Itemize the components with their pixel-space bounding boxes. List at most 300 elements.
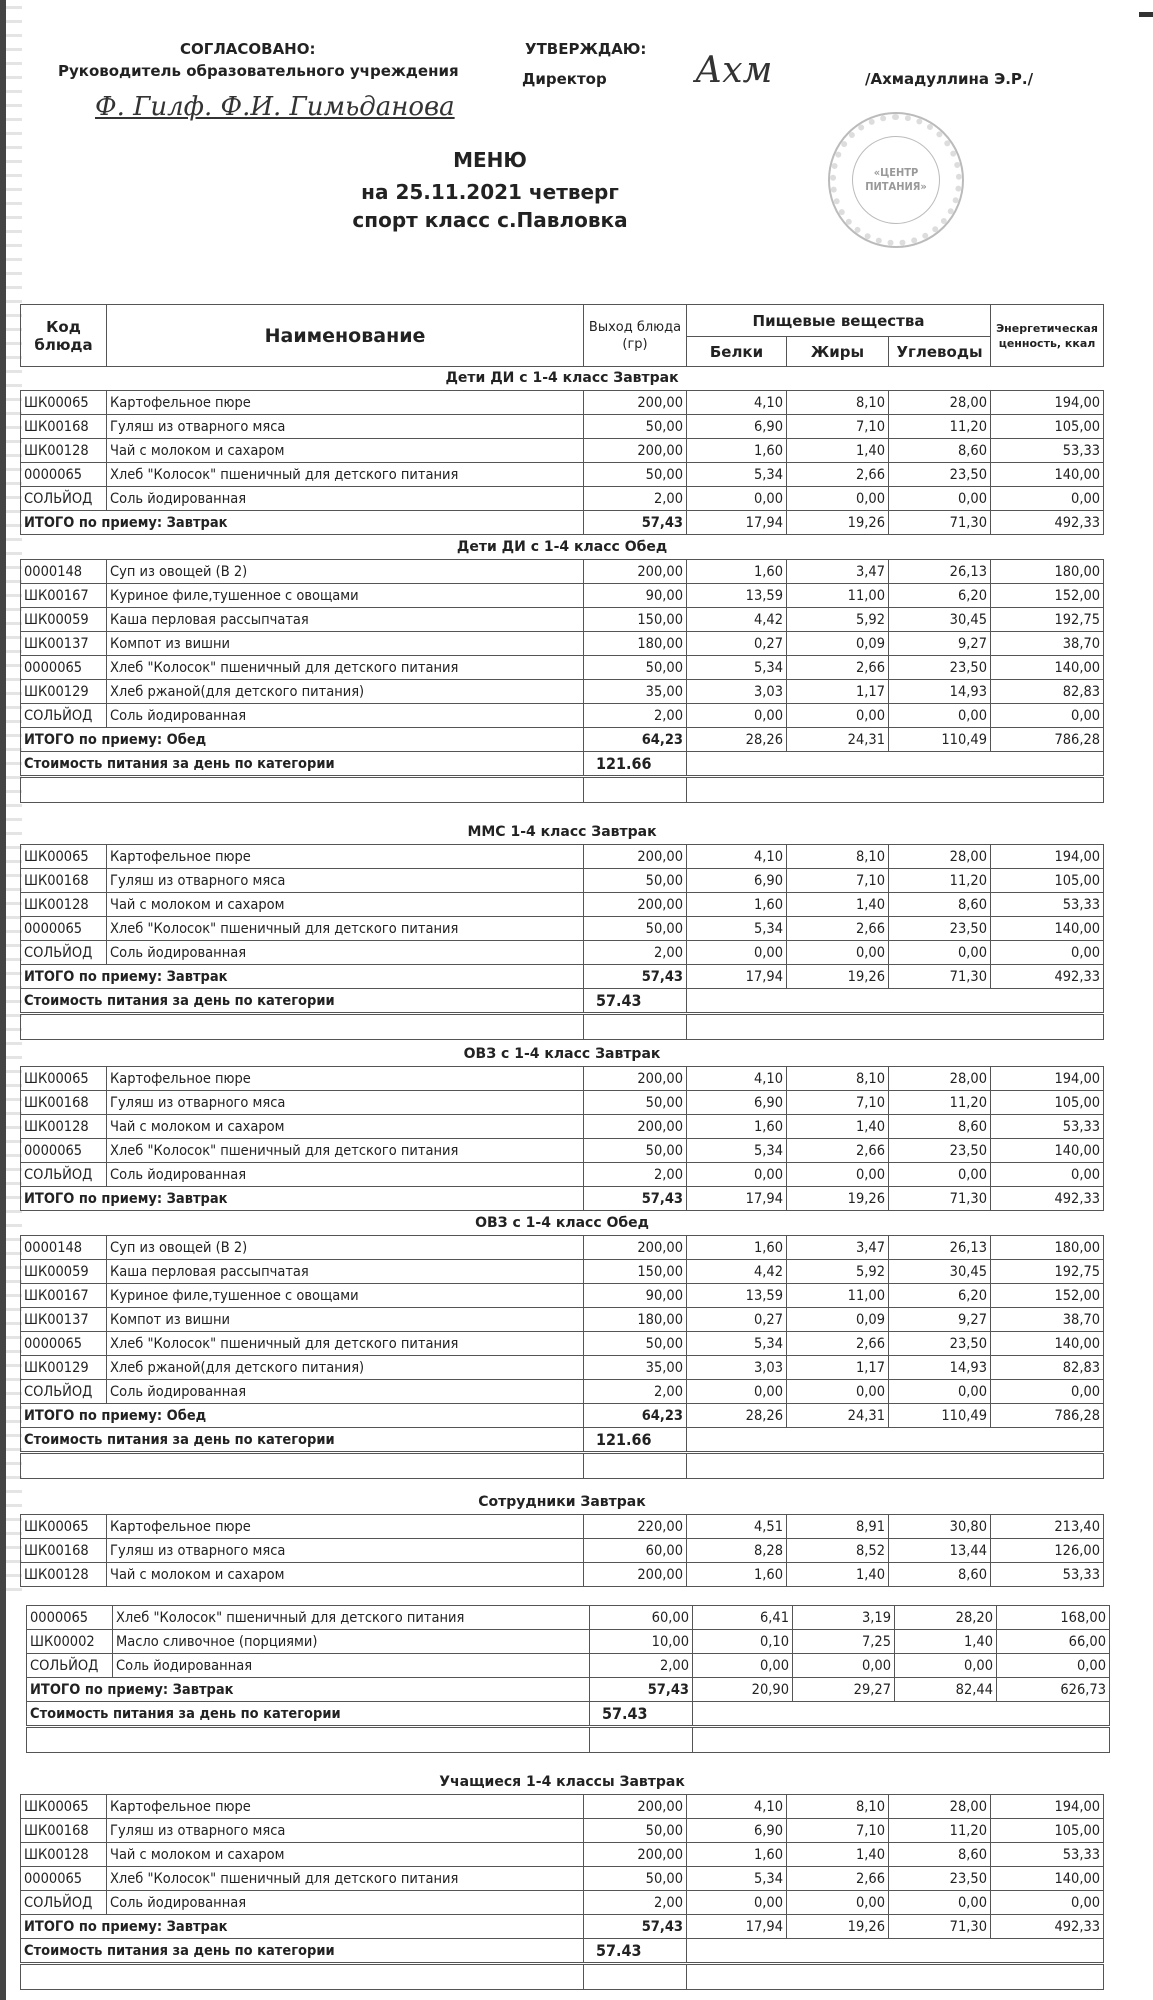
table-row [21, 1819, 1104, 1843]
table-row [21, 1332, 1104, 1356]
col-protein: Белки [687, 337, 787, 367]
dish-name: Картофельное пюре [107, 1795, 584, 1819]
table-row [21, 1380, 1104, 1404]
dish-code: СОЛЬЙОД [27, 1654, 113, 1678]
dish-protein: 1,60 [687, 1843, 787, 1867]
dish-name: Хлеб "Колосок" пшеничный для детского питания [107, 1867, 584, 1891]
approve-name: /Ахмадуллина Э.Р./ [865, 70, 1034, 88]
dish-output: 200,00 [584, 1843, 687, 1867]
daily-cost-row [27, 1702, 1110, 1727]
total-output: 57,43 [584, 511, 687, 535]
table-row [21, 1163, 1104, 1187]
dish-protein: 1,60 [687, 1236, 787, 1260]
table-row [27, 1606, 1110, 1630]
dish-energy: 192,75 [991, 1260, 1104, 1284]
dish-output: 200,00 [584, 893, 687, 917]
dish-code: СОЛЬЙОД [21, 1380, 107, 1404]
dish-carbs: 11,20 [889, 1091, 991, 1115]
col-nutrients: Пищевые вещества [687, 305, 991, 337]
dish-fat: 1,40 [787, 1563, 889, 1587]
total-row [21, 728, 1104, 752]
dish-protein: 1,60 [687, 439, 787, 463]
dish-output: 50,00 [584, 1867, 687, 1891]
page-title: МЕНЮ [453, 148, 527, 172]
dish-protein: 3,03 [687, 680, 787, 704]
section-title: Дети ДИ с 1-4 класс Обед [456, 539, 668, 555]
dish-output: 200,00 [584, 1795, 687, 1819]
dish-energy: 53,33 [991, 893, 1104, 917]
total-carbs: 492,33 [991, 511, 1104, 535]
dish-name: Гуляш из отварного мяса [107, 415, 584, 439]
dish-output: 50,00 [584, 917, 687, 941]
table-row [21, 1139, 1104, 1163]
dish-energy: 140,00 [991, 1332, 1104, 1356]
dish-name: Гуляш из отварного мяса [107, 1819, 584, 1843]
dish-fat: 7,10 [787, 1091, 889, 1115]
dish-output: 50,00 [584, 1139, 687, 1163]
dish-protein: 13,59 [687, 584, 787, 608]
total-protein: 19,26 [787, 1915, 889, 1939]
dish-protein: 5,34 [687, 1867, 787, 1891]
daily-cost-label: Стоимость питания за день по категории [21, 989, 584, 1014]
dish-fat: 1,40 [787, 893, 889, 917]
section-title: Учащиеся 1-4 классы Завтрак [439, 1774, 685, 1790]
section-title-row [21, 1490, 1104, 1515]
dish-protein: 0,27 [687, 632, 787, 656]
blank-row [21, 777, 1104, 803]
empty-cell [21, 1453, 584, 1479]
dish-code: ШК00059 [21, 608, 107, 632]
blank-row [21, 1014, 1104, 1040]
total-energy: 17,94 [687, 965, 787, 989]
empty-cell [27, 1727, 590, 1753]
empty-cell [21, 1964, 584, 1990]
dish-name: Каша перловая рассыпчатая [107, 608, 584, 632]
table-row [21, 1843, 1104, 1867]
dish-name: Хлеб "Колосок" пшеничный для детского питания [107, 463, 584, 487]
dish-protein: 6,90 [687, 1091, 787, 1115]
table-row [21, 415, 1104, 439]
total-protein: 19,26 [787, 511, 889, 535]
dish-protein: 0,00 [687, 941, 787, 965]
total-protein: 29,27 [793, 1678, 895, 1702]
dish-name: Соль йодированная [107, 487, 584, 511]
dish-code: ШК00065 [21, 1795, 107, 1819]
dish-code: 0000148 [21, 1236, 107, 1260]
dish-fat: 7,10 [787, 869, 889, 893]
table-row [21, 1067, 1104, 1091]
empty-cell [584, 1453, 687, 1479]
empty-cell [584, 777, 687, 803]
dish-energy: 105,00 [991, 1819, 1104, 1843]
dish-output: 200,00 [584, 391, 687, 415]
total-output: 64,23 [584, 1404, 687, 1428]
dish-carbs: 23,50 [889, 463, 991, 487]
daily-cost-value: 121.66 [584, 752, 687, 777]
agreed-signature: Ф. Гилф. Ф.И. Гимьданова [95, 92, 455, 122]
dish-name: Соль йодированная [107, 1163, 584, 1187]
table-row [21, 1867, 1104, 1891]
daily-cost-value: 121.66 [584, 1428, 687, 1453]
dish-output: 60,00 [584, 1539, 687, 1563]
dish-protein: 4,42 [687, 608, 787, 632]
dish-code: ШК00059 [21, 1260, 107, 1284]
dish-energy: 192,75 [991, 608, 1104, 632]
dish-protein: 5,34 [687, 917, 787, 941]
dish-output: 10,00 [590, 1630, 693, 1654]
total-fat: 82,44 [895, 1678, 997, 1702]
dish-output: 35,00 [584, 1356, 687, 1380]
table-row [21, 1236, 1104, 1260]
table-row [21, 608, 1104, 632]
dish-protein: 4,51 [687, 1515, 787, 1539]
section-title-row [21, 366, 1104, 391]
menu-table [20, 1490, 1104, 1587]
dish-fat: 11,00 [787, 1284, 889, 1308]
total-energy: 17,94 [687, 1187, 787, 1211]
table-row [21, 845, 1104, 869]
dish-carbs: 13,44 [889, 1539, 991, 1563]
dish-output: 200,00 [584, 1115, 687, 1139]
dish-output: 220,00 [584, 1515, 687, 1539]
dish-protein: 0,00 [687, 1380, 787, 1404]
total-row [21, 965, 1104, 989]
total-label: ИТОГО по приему: Обед [21, 1404, 584, 1428]
empty-cell [693, 1727, 1110, 1753]
dish-output: 50,00 [584, 869, 687, 893]
total-energy: 17,94 [687, 511, 787, 535]
daily-cost-row [21, 1939, 1104, 1964]
dish-code: ШК00137 [21, 1308, 107, 1332]
dish-name: Масло сливочное (порциями) [113, 1630, 590, 1654]
dish-carbs: 14,93 [889, 1356, 991, 1380]
dish-output: 50,00 [584, 463, 687, 487]
dish-output: 50,00 [584, 415, 687, 439]
empty-cell [584, 1964, 687, 1990]
scan-mark [1139, 12, 1153, 17]
dish-code: СОЛЬЙОД [21, 941, 107, 965]
menu-table [20, 820, 1104, 1040]
blank-row [21, 1964, 1104, 1990]
dish-energy: 194,00 [991, 1067, 1104, 1091]
total-output: 64,23 [584, 728, 687, 752]
dish-name: Чай с молоком и сахаром [107, 1563, 584, 1587]
dish-fat: 0,00 [787, 1163, 889, 1187]
empty-cell [21, 1014, 584, 1040]
dish-carbs: 0,00 [889, 487, 991, 511]
dish-fat: 1,40 [787, 1843, 889, 1867]
dish-carbs: 23,50 [889, 917, 991, 941]
dish-carbs: 26,13 [889, 1236, 991, 1260]
total-carbs: 626,73 [997, 1678, 1110, 1702]
table-row [21, 1115, 1104, 1139]
table-row [21, 1891, 1104, 1915]
table-row [21, 680, 1104, 704]
total-carbs: 492,33 [991, 1915, 1104, 1939]
total-label: ИТОГО по приему: Завтрак [21, 511, 584, 535]
dish-output: 200,00 [584, 560, 687, 584]
dish-energy: 140,00 [991, 463, 1104, 487]
dish-name: Гуляш из отварного мяса [107, 869, 584, 893]
table-row [21, 463, 1104, 487]
dish-protein: 5,34 [687, 656, 787, 680]
table-row [21, 1563, 1104, 1587]
col-carbs: Углеводы [889, 337, 991, 367]
dish-fat: 5,92 [787, 608, 889, 632]
dish-energy: 53,33 [991, 1563, 1104, 1587]
dish-code: ШК00128 [21, 1843, 107, 1867]
table-row [21, 439, 1104, 463]
dish-fat: 2,66 [787, 1867, 889, 1891]
daily-cost-value: 57.43 [590, 1702, 693, 1727]
dish-protein: 0,00 [687, 1891, 787, 1915]
table-row [21, 1260, 1104, 1284]
dish-protein: 6,90 [687, 869, 787, 893]
approve-role: Директор [522, 70, 607, 88]
table-row [21, 1091, 1104, 1115]
dish-energy: 0,00 [991, 487, 1104, 511]
dish-fat: 8,10 [787, 391, 889, 415]
dish-name: Картофельное пюре [107, 1515, 584, 1539]
dish-energy: 140,00 [991, 1867, 1104, 1891]
dish-name: Картофельное пюре [107, 391, 584, 415]
section-title: Дети ДИ с 1-4 класс Завтрак [445, 370, 679, 386]
empty-cell [687, 1453, 1104, 1479]
dish-carbs: 23,50 [889, 1139, 991, 1163]
section-title: Сотрудники Завтрак [478, 1494, 646, 1510]
dish-fat: 0,00 [787, 1380, 889, 1404]
total-row [27, 1678, 1110, 1702]
dish-fat: 8,10 [787, 1795, 889, 1819]
empty-cell [693, 1702, 1110, 1727]
dish-fat: 2,66 [787, 1139, 889, 1163]
total-energy: 28,26 [687, 728, 787, 752]
table-row [21, 1795, 1104, 1819]
dish-code: ШК00065 [21, 1067, 107, 1091]
dish-fat: 1,40 [787, 1115, 889, 1139]
dish-fat: 2,66 [787, 463, 889, 487]
dish-carbs: 0,00 [895, 1654, 997, 1678]
dish-energy: 0,00 [991, 1163, 1104, 1187]
empty-cell [590, 1727, 693, 1753]
table-row [21, 941, 1104, 965]
menu-table [20, 1770, 1104, 1990]
dish-name: Суп из овощей (В 2) [107, 1236, 584, 1260]
dish-energy: 0,00 [991, 704, 1104, 728]
dish-energy: 105,00 [991, 1091, 1104, 1115]
dish-name: Картофельное пюре [107, 1067, 584, 1091]
dish-name: Чай с молоком и сахаром [107, 1115, 584, 1139]
dish-code: 0000065 [21, 463, 107, 487]
table-row [21, 869, 1104, 893]
menu-location: спорт класс с.Павловка [352, 208, 628, 232]
dish-protein: 13,59 [687, 1284, 787, 1308]
dish-code: СОЛЬЙОД [21, 487, 107, 511]
empty-cell [687, 1939, 1104, 1964]
dish-output: 150,00 [584, 1260, 687, 1284]
total-label: ИТОГО по приему: Завтрак [21, 965, 584, 989]
dish-code: ШК00065 [21, 391, 107, 415]
table-row [21, 1356, 1104, 1380]
dish-carbs: 30,45 [889, 608, 991, 632]
table-row [21, 656, 1104, 680]
dish-energy: 180,00 [991, 1236, 1104, 1260]
total-carbs: 786,28 [991, 728, 1104, 752]
dish-code: ШК00065 [21, 845, 107, 869]
dish-name: Суп из овощей (В 2) [107, 560, 584, 584]
agreed-label: СОГЛАСОВАНО: [180, 40, 316, 58]
menu-table [20, 1042, 1104, 1479]
daily-cost-label: Стоимость питания за день по категории [21, 1939, 584, 1964]
dish-protein: 6,90 [687, 1819, 787, 1843]
dish-code: СОЛЬЙОД [21, 1163, 107, 1187]
dish-code: 0000065 [21, 1867, 107, 1891]
agreed-role: Руководитель образовательного учреждения [58, 62, 459, 80]
dish-code: 0000065 [21, 1332, 107, 1356]
dish-carbs: 28,20 [895, 1606, 997, 1630]
empty-cell [687, 1014, 1104, 1040]
dish-protein: 0,00 [687, 704, 787, 728]
dish-name: Гуляш из отварного мяса [107, 1091, 584, 1115]
dish-code: ШК00137 [21, 632, 107, 656]
empty-cell [687, 777, 1104, 803]
dish-carbs: 9,27 [889, 632, 991, 656]
dish-carbs: 6,20 [889, 1284, 991, 1308]
dish-protein: 4,10 [687, 1067, 787, 1091]
dish-protein: 4,10 [687, 1795, 787, 1819]
table-row [21, 1515, 1104, 1539]
daily-cost-value: 57.43 [584, 989, 687, 1014]
dish-carbs: 8,60 [889, 893, 991, 917]
dish-code: ШК00128 [21, 439, 107, 463]
approve-label: УТВЕРЖДАЮ: [525, 40, 647, 58]
dish-code: ШК00129 [21, 1356, 107, 1380]
dish-energy: 105,00 [991, 415, 1104, 439]
dish-output: 200,00 [584, 439, 687, 463]
dish-code: СОЛЬЙОД [21, 1891, 107, 1915]
dish-energy: 126,00 [991, 1539, 1104, 1563]
dish-energy: 82,83 [991, 680, 1104, 704]
dish-fat: 0,09 [787, 1308, 889, 1332]
dish-carbs: 11,20 [889, 1819, 991, 1843]
dish-name: Соль йодированная [107, 941, 584, 965]
section-title-row [21, 535, 1104, 560]
dish-energy: 194,00 [991, 391, 1104, 415]
table-row [27, 1654, 1110, 1678]
dish-carbs: 0,00 [889, 1891, 991, 1915]
dish-energy: 194,00 [991, 845, 1104, 869]
dish-code: 0000065 [21, 656, 107, 680]
total-protein: 24,31 [787, 728, 889, 752]
dish-fat: 0,00 [793, 1654, 895, 1678]
dish-output: 2,00 [584, 1380, 687, 1404]
total-energy: 17,94 [687, 1915, 787, 1939]
total-row [21, 1404, 1104, 1428]
total-output: 57,43 [584, 1187, 687, 1211]
dish-output: 180,00 [584, 632, 687, 656]
dish-output: 2,00 [584, 941, 687, 965]
dish-protein: 1,60 [687, 560, 787, 584]
section-title-row [21, 1770, 1104, 1795]
section-title-row [21, 1042, 1104, 1067]
dish-protein: 4,10 [687, 391, 787, 415]
dish-carbs: 0,00 [889, 1163, 991, 1187]
dish-output: 2,00 [584, 704, 687, 728]
dish-fat: 8,10 [787, 1067, 889, 1091]
dish-output: 60,00 [590, 1606, 693, 1630]
dish-code: 0000065 [21, 1139, 107, 1163]
dish-name: Чай с молоком и сахаром [107, 439, 584, 463]
dish-fat: 11,00 [787, 584, 889, 608]
total-label: ИТОГО по приему: Обед [21, 728, 584, 752]
daily-cost-value: 57.43 [584, 1939, 687, 1964]
dish-energy: 140,00 [991, 917, 1104, 941]
dish-carbs: 23,50 [889, 1867, 991, 1891]
dish-fat: 1,17 [787, 680, 889, 704]
dish-fat: 0,09 [787, 632, 889, 656]
table-row [21, 391, 1104, 415]
dish-carbs: 30,45 [889, 1260, 991, 1284]
table-row [21, 1284, 1104, 1308]
dish-code: ШК00128 [21, 893, 107, 917]
dish-name: Гуляш из отварного мяса [107, 1539, 584, 1563]
dish-energy: 0,00 [997, 1654, 1110, 1678]
dish-carbs: 8,60 [889, 1563, 991, 1587]
dish-carbs: 23,50 [889, 1332, 991, 1356]
total-fat: 110,49 [889, 1404, 991, 1428]
dish-fat: 0,00 [787, 1891, 889, 1915]
stamp-line1: «ЦЕНТР [873, 166, 919, 179]
daily-cost-label: Стоимость питания за день по категории [21, 1428, 584, 1453]
daily-cost-label: Стоимость питания за день по категории [27, 1702, 590, 1727]
dish-energy: 168,00 [997, 1606, 1110, 1630]
menu-table [20, 366, 1104, 803]
empty-cell [687, 1964, 1104, 1990]
dish-energy: 38,70 [991, 1308, 1104, 1332]
dish-fat: 3,47 [787, 560, 889, 584]
dish-code: ШК00168 [21, 1539, 107, 1563]
dish-carbs: 28,00 [889, 1067, 991, 1091]
dish-energy: 105,00 [991, 869, 1104, 893]
dish-output: 50,00 [584, 1091, 687, 1115]
column-header [20, 304, 1104, 367]
table-row [21, 560, 1104, 584]
dish-output: 90,00 [584, 584, 687, 608]
section-title: ММС 1-4 класс Завтрак [467, 824, 657, 840]
total-carbs: 492,33 [991, 965, 1104, 989]
dish-name: Чай с молоком и сахаром [107, 1843, 584, 1867]
stamp-line2: ПИТАНИЯ» [865, 180, 927, 193]
dish-carbs: 23,50 [889, 656, 991, 680]
dish-carbs: 6,20 [889, 584, 991, 608]
dish-protein: 1,60 [687, 1115, 787, 1139]
dish-name: Соль йодированная [107, 1891, 584, 1915]
dish-output: 2,00 [584, 1891, 687, 1915]
total-output: 57,43 [590, 1678, 693, 1702]
dish-output: 2,00 [584, 487, 687, 511]
empty-cell [687, 989, 1104, 1014]
dish-carbs: 11,20 [889, 415, 991, 439]
empty-cell [21, 777, 584, 803]
dish-code: 0000065 [21, 917, 107, 941]
dish-output: 35,00 [584, 680, 687, 704]
dish-energy: 53,33 [991, 439, 1104, 463]
menu-date: на 25.11.2021 четверг [361, 180, 619, 204]
dish-carbs: 11,20 [889, 869, 991, 893]
dish-code: СОЛЬЙОД [21, 704, 107, 728]
dish-energy: 38,70 [991, 632, 1104, 656]
total-label: ИТОГО по приему: Завтрак [27, 1678, 590, 1702]
